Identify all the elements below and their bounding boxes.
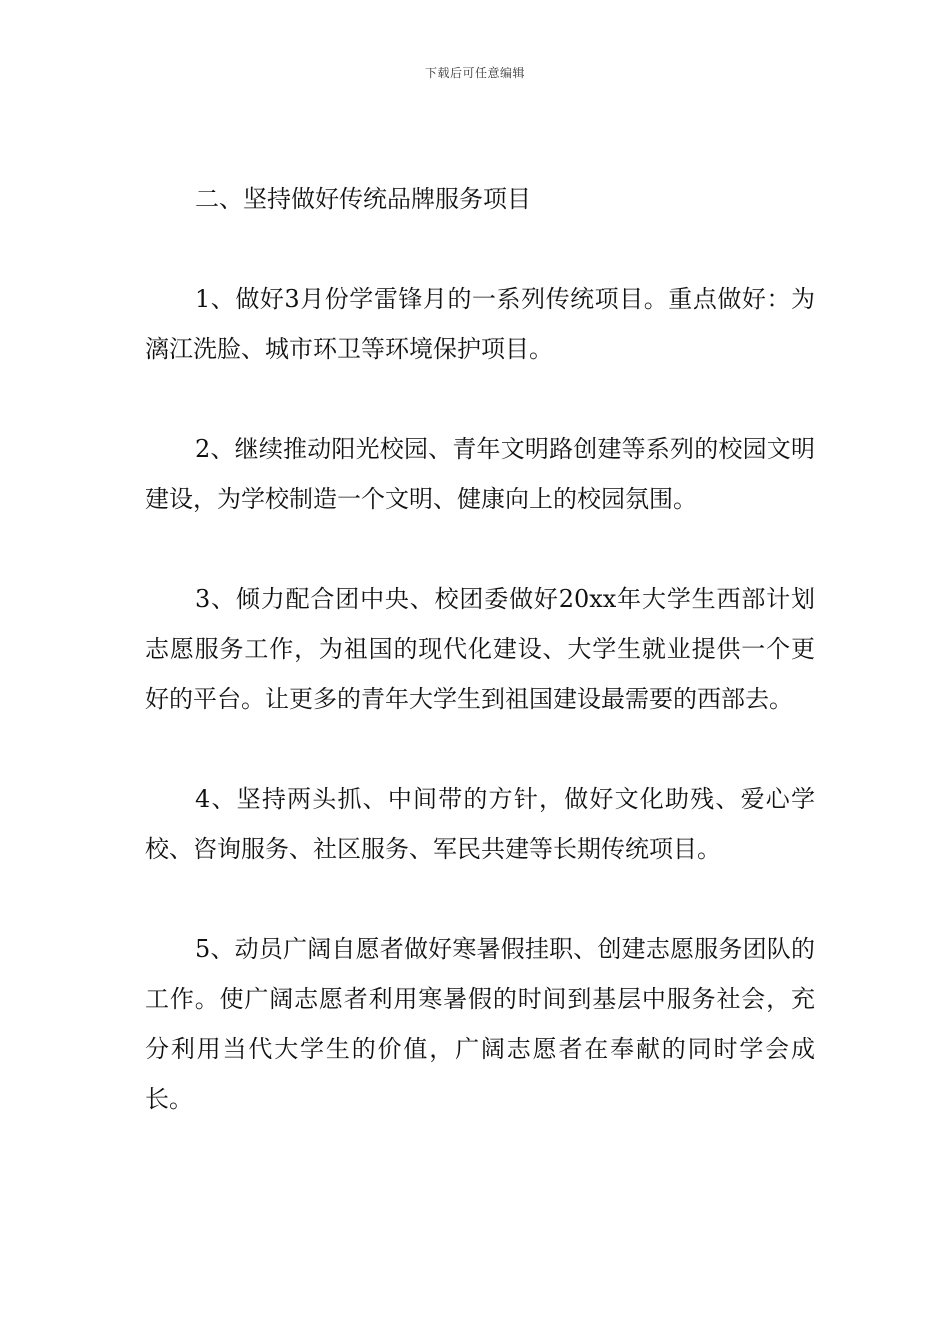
page-header-note: 下载后可任意编辑: [424, 66, 525, 80]
document-body: [145, 174, 815, 1174]
paragraph-3: 3、倾力配合团中央、校团委做好20xx年大学生西部计划志愿服务工作，为祖国的现代化建设、大学生就业提供一个更好的平台。让更多的青年大学生到祖国建设最需要的西部去。: [145, 585, 815, 713]
section-heading: 二、坚持做好传统品牌服务项目: [195, 185, 531, 213]
paragraph-5: 5、动员广阔自愿者做好寒暑假挂职、创建志愿服务团队的工作。使广阔志愿者利用寒暑假的时间到基层中服务社会，充分利用当代大学生的价值，广阔志愿者在奉献的同时学会成长。: [145, 935, 815, 1113]
paragraph-4: 4、坚持两头抓、中间带的方针，做好文化助残、爱心学校、咨询服务、社区服务、军民共建等长期传统项目。: [145, 785, 815, 863]
paragraph-2: 2、继续推动阳光校园、青年文明路创建等系列的校园文明建设，为学校制造一个文明、健康向上的校园氛围。: [145, 435, 815, 513]
paragraph-1: 1、做好3月份学雷锋月的一系列传统项目。重点做好：为漓江洗脸、城市环卫等环境保护项目。: [145, 285, 815, 363]
